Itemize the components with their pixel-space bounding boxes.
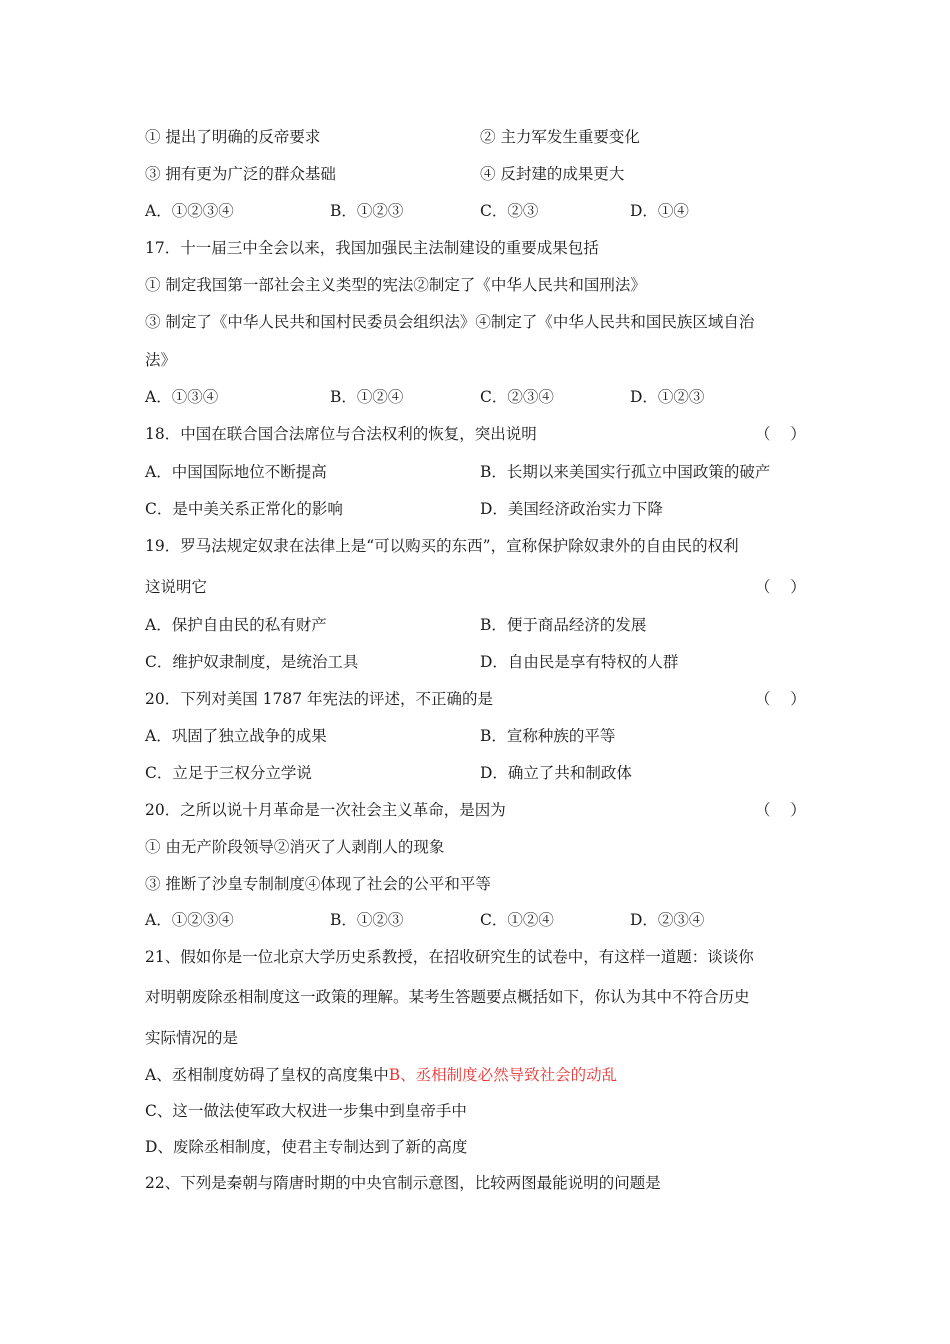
q20a-stem: 20．下列对美国 1787 年宪法的评述，不正确的是 [145,690,494,708]
q21-stem-2: 对明朝废除丞相制度这一政策的理解。某考生答题要点概括如下，你认为其中不符合历史 [145,988,750,1006]
q18-option-d: D．美国经济政治实力下降 [480,500,663,518]
q17-option-b: B．①②④ [330,388,404,406]
q17-line-3: 法》 [145,351,177,369]
q20b-option-b: B．①②③ [330,911,404,929]
q16-option-a: A．①②③④ [145,202,234,220]
q17-line-1: ① 制定我国第一部社会主义类型的宪法②制定了《中华人民共和国刑法》 [145,276,646,294]
q21-option-b: B、丞相制度必然导致社会的动乱 [388,1066,618,1084]
q20b-option-c: C．①②④ [480,911,554,929]
q16-option-b: B．①②③ [330,202,404,220]
q18-option-c: C．是中美关系正常化的影响 [145,500,343,518]
q20a-option-a: A．巩固了独立战争的成果 [145,727,327,745]
q20a-answer-paren: （ ） [755,690,806,708]
q18-answer-paren: （ ） [755,425,806,443]
q21-option-c: C、这一做法使军政大权进一步集中到皇帝手中 [145,1102,467,1120]
q20b-line-1: ① 由无产阶段领导②消灭了人剥削人的现象 [145,838,445,856]
q17-stem: 17．十一届三中全会以来，我国加强民主法制建设的重要成果包括 [145,239,599,257]
q16-option-c: C．②③ [480,202,539,220]
q21-option-a: A、丞相制度妨碍了皇权的高度集中 [145,1066,389,1084]
q21-stem-3: 实际情况的是 [145,1029,239,1047]
q20a-option-d: D．确立了共和制政体 [480,764,632,782]
q17-option-a: A．①③④ [145,388,219,406]
q21-option-d: D、废除丞相制度，使君主专制达到了新的高度 [145,1138,468,1156]
q20a-option-c: C．立足于三权分立学说 [145,764,312,782]
q18-stem: 18．中国在联合国合法席位与合法权利的恢复，突出说明 [145,425,537,443]
q19-stem-2: 这说明它 [145,578,208,596]
q16-item-3: ③ 拥有更为广泛的群众基础 [145,165,336,183]
q20b-option-d: D．②③④ [630,911,705,929]
q17-option-d: D．①②③ [630,388,705,406]
q19-option-c: C．维护奴隶制度，是统治工具 [145,653,359,671]
q18-option-a: A．中国国际地位不断提高 [145,463,327,481]
q16-item-1: ① 提出了明确的反帝要求 [145,128,321,146]
q17-option-c: C．②③④ [480,388,554,406]
q20b-stem: 20．之所以说十月革命是一次社会主义革命，是因为 [145,801,506,819]
q20b-answer-paren: （ ） [755,801,806,819]
q20b-line-2: ③ 推断了沙皇专制制度④体现了社会的公平和平等 [145,875,491,893]
q18-option-b: B．长期以来美国实行孤立中国政策的破产 [480,463,771,481]
q16-item-2: ② 主力军发生重要变化 [480,128,640,146]
q19-answer-paren: （ ） [755,578,806,596]
q20b-option-a: A．①②③④ [145,911,234,929]
q22-stem: 22、下列是秦朝与隋唐时期的中央官制示意图，比较两图最能说明的问题是 [145,1174,661,1192]
q16-option-d: D．①④ [630,202,689,220]
q20a-option-b: B．宣称种族的平等 [480,727,616,745]
q17-line-2: ③ 制定了《中华人民共和国村民委员会组织法》④制定了《中华人民共和国民族区域自治 [145,313,755,331]
q19-option-a: A．保护自由民的私有财产 [145,616,327,634]
q19-option-d: D．自由民是享有特权的人群 [480,653,679,671]
q19-option-b: B．便于商品经济的发展 [480,616,647,634]
q21-stem-1: 21、假如你是一位北京大学历史系教授，在招收研究生的试卷中，有这样一道题：谈谈你 [145,948,754,966]
q21-options-ab [145,1064,617,1086]
q19-stem-1: 19．罗马法规定奴隶在法律上是“可以购买的东西”，宣称保护除奴隶外的自由民的权利 [145,537,739,555]
q16-item-4: ④ 反封建的成果更大 [480,165,625,183]
